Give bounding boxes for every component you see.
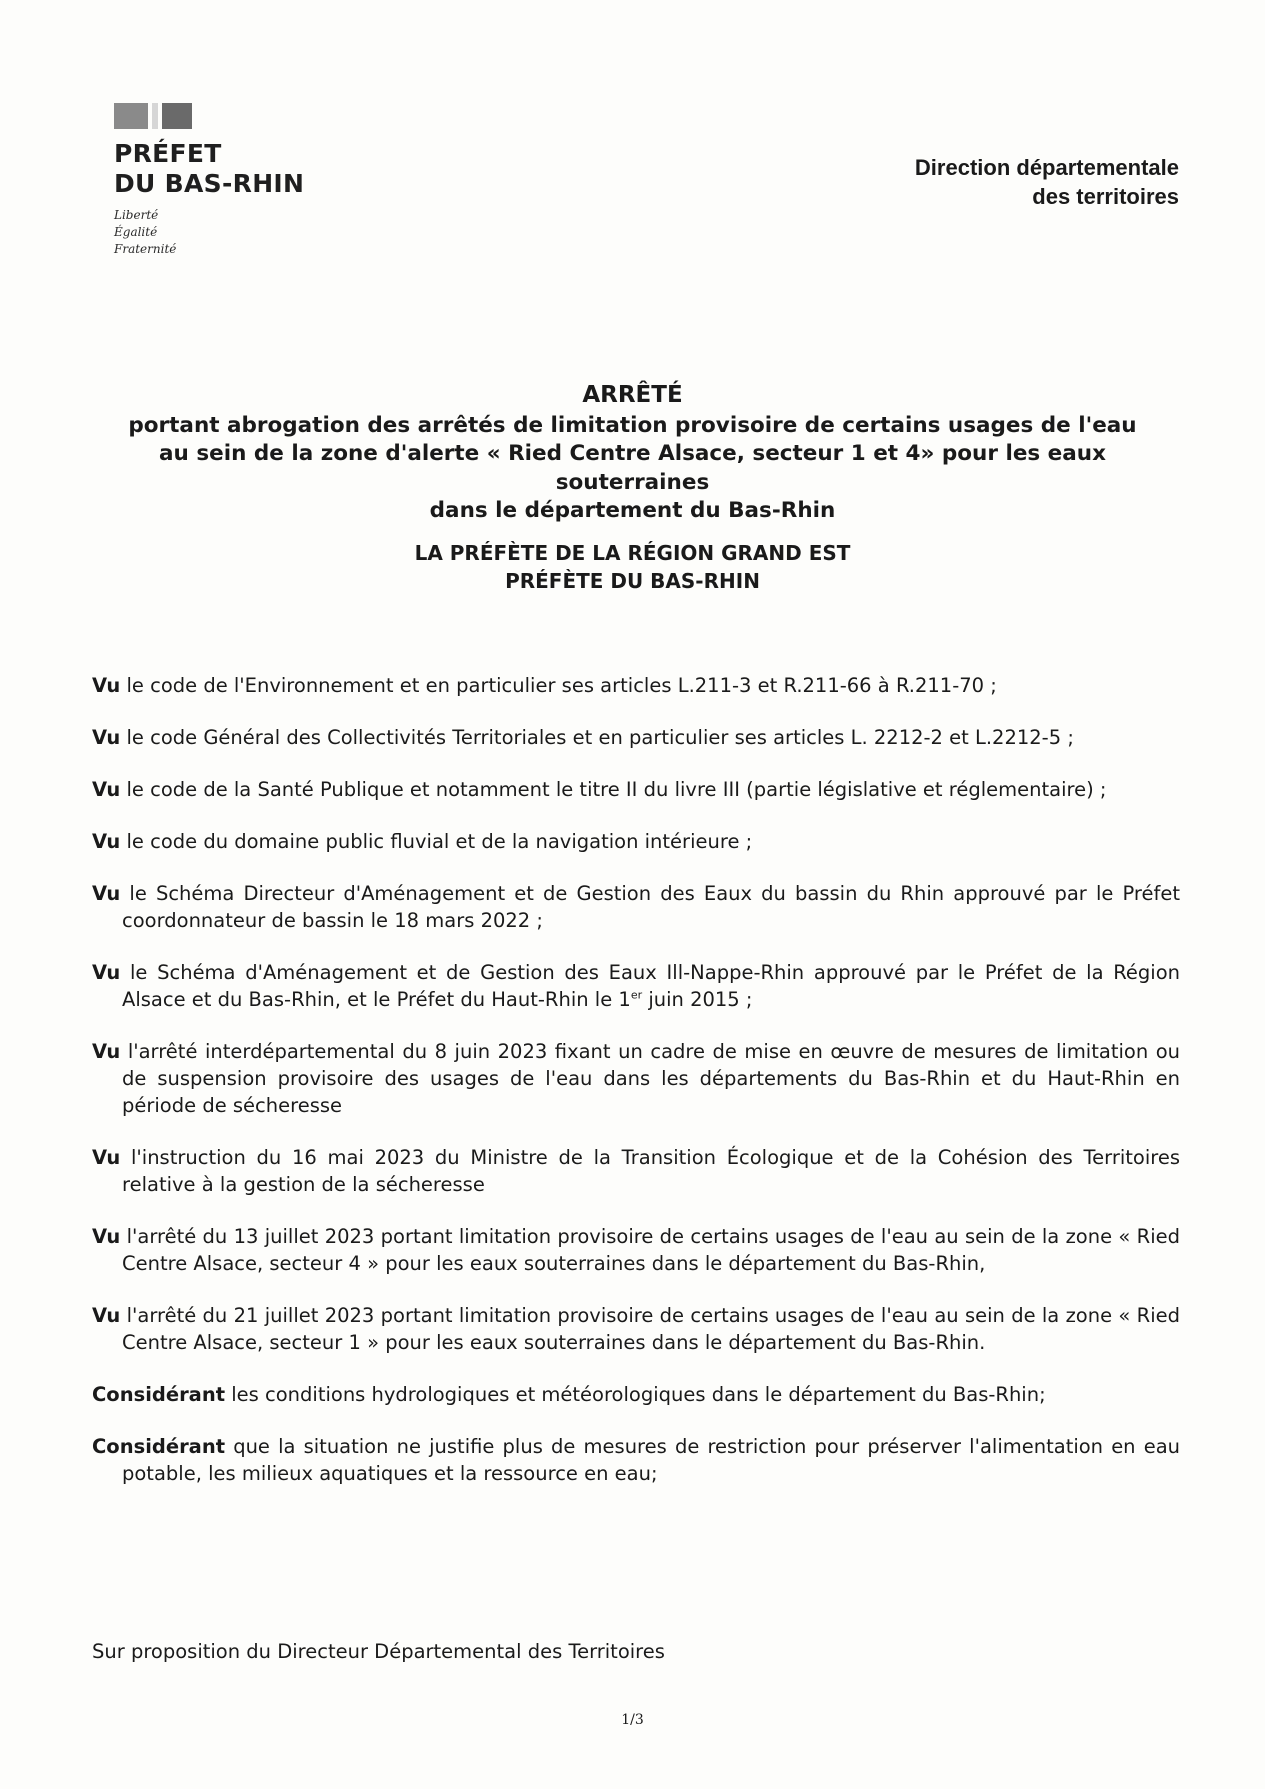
visa-text: le Schéma d'Aménagement et de Gestion des Eaux Ill-Nappe-Rhin approuvé par le Préfet de la Région Alsace et du Bas-Rhin, et le Préfet du Haut-Rhin le 1 bbox=[120, 960, 1180, 1011]
authority-block bbox=[90, 539, 1175, 595]
visa-paragraph bbox=[92, 828, 1180, 855]
prefecture-logo-block bbox=[114, 103, 304, 258]
decree-title-line-1: portant abrogation des arrêtés de limitation provisoire de certains usages de l'eau bbox=[128, 412, 1137, 438]
visas-section bbox=[92, 652, 1180, 1512]
page-number: 1/3 bbox=[621, 1712, 644, 1728]
visa-paragraph bbox=[92, 1223, 1180, 1277]
direction-line-2: des territoires bbox=[1032, 184, 1179, 209]
proposal-line: Sur proposition du Directeur Départemental des Territoires bbox=[92, 1640, 665, 1663]
visa-keyword: Vu bbox=[92, 1145, 121, 1169]
visa-keyword: Vu bbox=[92, 777, 121, 801]
visa-keyword: Vu bbox=[92, 960, 121, 984]
visa-keyword: Vu bbox=[92, 673, 121, 697]
visa-paragraph bbox=[92, 1302, 1180, 1356]
prefet-line-1: PRÉFET bbox=[114, 139, 222, 168]
visa-text: le Schéma Directeur d'Aménagement et de Gestion des Eaux du bassin du Rhin approuvé par le Préfet coordonnateur de bassin le 18 mars 2022 ; bbox=[120, 881, 1180, 932]
superscript-er: er bbox=[630, 988, 643, 1001]
considerant-keyword: Considérant bbox=[92, 1434, 226, 1458]
visa-paragraph bbox=[92, 1144, 1180, 1198]
visa-paragraph bbox=[92, 724, 1180, 751]
visa-keyword: Vu bbox=[92, 1303, 121, 1327]
visa-text: le code de l'Environnement et en particulier ses articles L.211-3 et R.211-66 à R.211-70 ; bbox=[120, 673, 997, 697]
motto-fraternite: Fraternité bbox=[114, 242, 177, 256]
visa-text-end: juin 2015 ; bbox=[642, 987, 753, 1011]
motto-egalite: Égalité bbox=[114, 225, 158, 239]
visa-paragraph bbox=[92, 880, 1180, 934]
direction-line-1: Direction départementale bbox=[914, 155, 1179, 180]
prefet-line-2: DU BAS-RHIN bbox=[114, 169, 305, 198]
visa-keyword: Vu bbox=[92, 725, 121, 749]
visa-text: l'arrêté du 21 juillet 2023 portant limitation provisoire de certains usages de l'eau au sein de la zone « Ried Centre Alsace, secteur 1 » pour les eaux souterraines dans le département du Bas-Rhin. bbox=[120, 1303, 1180, 1354]
republic-motto bbox=[114, 207, 304, 258]
visa-text: le code Général des Collectivités Territoriales et en particulier ses articles L. 2212-2 et L.2212-5 ; bbox=[120, 725, 1074, 749]
decree-title bbox=[90, 381, 1175, 526]
visa-paragraph bbox=[92, 776, 1180, 803]
direction-header bbox=[915, 153, 1179, 211]
considerant-paragraph bbox=[92, 1433, 1180, 1487]
visa-text: l'instruction du 16 mai 2023 du Ministre de la Transition Écologique et de la Cohésion des Territoires relative à la gestion de la sécheresse bbox=[120, 1145, 1180, 1196]
decree-title-line-2: au sein de la zone d'alerte « Ried Centre Alsace, secteur 1 et 4» pour les eaux souterraines bbox=[159, 441, 1106, 495]
visa-keyword: Vu bbox=[92, 881, 121, 905]
considerant-paragraph bbox=[92, 1381, 1180, 1408]
motto-liberte: Liberté bbox=[114, 208, 159, 222]
considerant-keyword: Considérant bbox=[92, 1382, 226, 1406]
visa-paragraph bbox=[92, 672, 1180, 699]
visa-keyword: Vu bbox=[92, 1224, 121, 1248]
marianne-logo-icon bbox=[114, 103, 194, 129]
authority-line-2: PRÉFÈTE DU BAS-RHIN bbox=[505, 569, 760, 593]
visa-text: l'arrêté interdépartemental du 8 juin 2023 fixant un cadre de mise en œuvre de mesures de limitation ou de suspension provisoire des usages de l'eau dans les départements du Bas-Rhin et du Haut-Rhin en période de sécheresse bbox=[120, 1039, 1180, 1117]
visa-keyword: Vu bbox=[92, 829, 121, 853]
visa-text: le code du domaine public fluvial et de la navigation intérieure ; bbox=[120, 829, 753, 853]
decree-title-line-3: dans le département du Bas-Rhin bbox=[429, 498, 836, 523]
authority-line-1: LA PRÉFÈTE DE LA RÉGION GRAND EST bbox=[414, 541, 851, 565]
visa-paragraph bbox=[92, 959, 1180, 1013]
considerant-text: les conditions hydrologiques et météorologiques dans le département du Bas-Rhin; bbox=[225, 1382, 1046, 1406]
prefet-title bbox=[114, 139, 304, 199]
visa-keyword: Vu bbox=[92, 1039, 121, 1063]
visa-text: l'arrêté du 13 juillet 2023 portant limitation provisoire de certains usages de l'eau au sein de la zone « Ried Centre Alsace, secteur 4 » pour les eaux souterraines dans le département du Bas-Rhin, bbox=[120, 1224, 1180, 1275]
considerant-text: que la situation ne justifie plus de mesures de restriction pour préserver l'alimentation en eau potable, les milieux aquatiques et la ressource en eau; bbox=[122, 1434, 1180, 1485]
visa-text: le code de la Santé Publique et notamment le titre II du livre III (partie législative et réglementaire) ; bbox=[120, 777, 1107, 801]
decree-heading: ARRÊTÉ bbox=[582, 382, 683, 408]
visa-paragraph bbox=[92, 1038, 1180, 1119]
